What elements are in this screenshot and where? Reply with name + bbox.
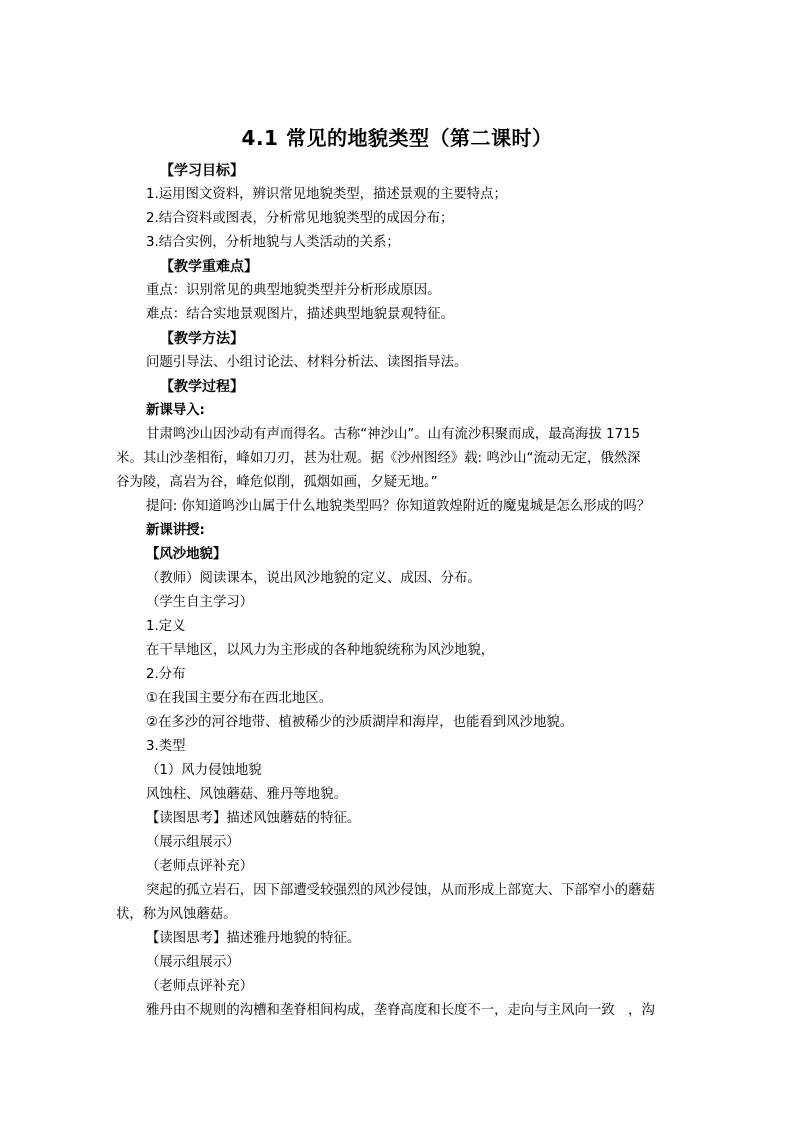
- text-line: 在干旱地区，以风力为主形成的各种地貌统称为风沙地貌，: [146, 643, 495, 658]
- text-line: （展示组展示）: [146, 955, 240, 970]
- text-line: 新课讲授:: [146, 523, 205, 538]
- text-line: 新课导入:: [146, 403, 205, 418]
- text-line: （老师点评补充）: [146, 859, 254, 874]
- text-line: 提问: 你知道鸣沙山属于什么地貌类型吗？你知道敦煌附近的魔鬼城是怎么形成的吗？: [146, 499, 651, 514]
- text-line: 难点：结合实地景观图片，描述典型地貌景观特征。: [146, 307, 454, 322]
- text-line: 2.分布: [146, 667, 186, 682]
- text-line: （教师）阅读课本，说出风沙地貌的定义、成因、分布。: [146, 571, 481, 586]
- text-line: 米。其山沙垄相衔，峰如刀刃，甚为壮观。据《沙州图经》载: 鸣沙山“流动无定，俄然深: [116, 451, 641, 466]
- text-line: ①在我国主要分布在西北地区。: [146, 691, 333, 706]
- text-line: 问题引导法、小组讨论法、材料分析法、读图指导法。: [146, 355, 468, 370]
- text-line: 【风沙地貌】: [146, 547, 227, 562]
- text-line: （1）风力侵蚀地貌: [146, 763, 262, 778]
- text-line: 谷为陵，高岩为谷，峰危似削，孤烟如画，夕疑无地。”: [116, 475, 438, 490]
- text-line: ②在多沙的河谷地带、植被稀少的沙质湖岸和海岸，也能看到风沙地貌。: [146, 715, 574, 730]
- text-line: 3.结合实例，分析地貌与人类活动的关系；: [146, 235, 400, 250]
- text-line: 【教学方法】: [160, 331, 244, 347]
- text-line: （老师点评补充）: [146, 979, 254, 994]
- text-line: 【教学重难点】: [160, 259, 258, 275]
- text-line: 甘肃鸣沙山因沙动有声而得名。古称“神沙山”。山有流沙积聚而成，最高海拔 1715: [146, 427, 641, 442]
- text-line: 状，称为风蚀蘑菇。: [116, 907, 237, 922]
- text-line: 【学习目标】: [160, 163, 244, 179]
- text-line: （展示组展示）: [146, 835, 240, 850]
- text-line: 突起的孤立岩石，因下部遭受较强烈的风沙侵蚀，从而形成上部宽大、下部窄小的蘑菇: [146, 883, 655, 898]
- text-line: 【读图思考】描述雅丹地貌的特征。: [146, 931, 361, 946]
- text-line: 风蚀柱、风蚀蘑菇、雅丹等地貌。: [146, 787, 347, 802]
- text-line: 1.定义: [146, 619, 186, 634]
- text-line: 1.运用图文资料，辨识常见地貌类型，描述景观的主要特点；: [146, 187, 507, 202]
- page-title: 4.1 常见的地貌类型（第二课时）: [241, 126, 553, 150]
- text-line: 【读图思考】描述风蚀蘑菇的特征。: [146, 811, 361, 826]
- text-line: 3.类型: [146, 739, 186, 754]
- text-line: 【教学过程】: [160, 379, 244, 395]
- text-line: （学生自主学习）: [146, 595, 254, 610]
- text-line: 重点：识别常见的典型地貌类型并分析形成原因。: [146, 283, 441, 298]
- text-line: 2.结合资料或图表，分析常见地貌类型的成因分布；: [146, 211, 454, 226]
- text-line: 雅丹由不规则的沟槽和垄脊相间构成，垄脊高度和长度不一，走向与主风向一致 ，沟: [146, 1003, 655, 1018]
